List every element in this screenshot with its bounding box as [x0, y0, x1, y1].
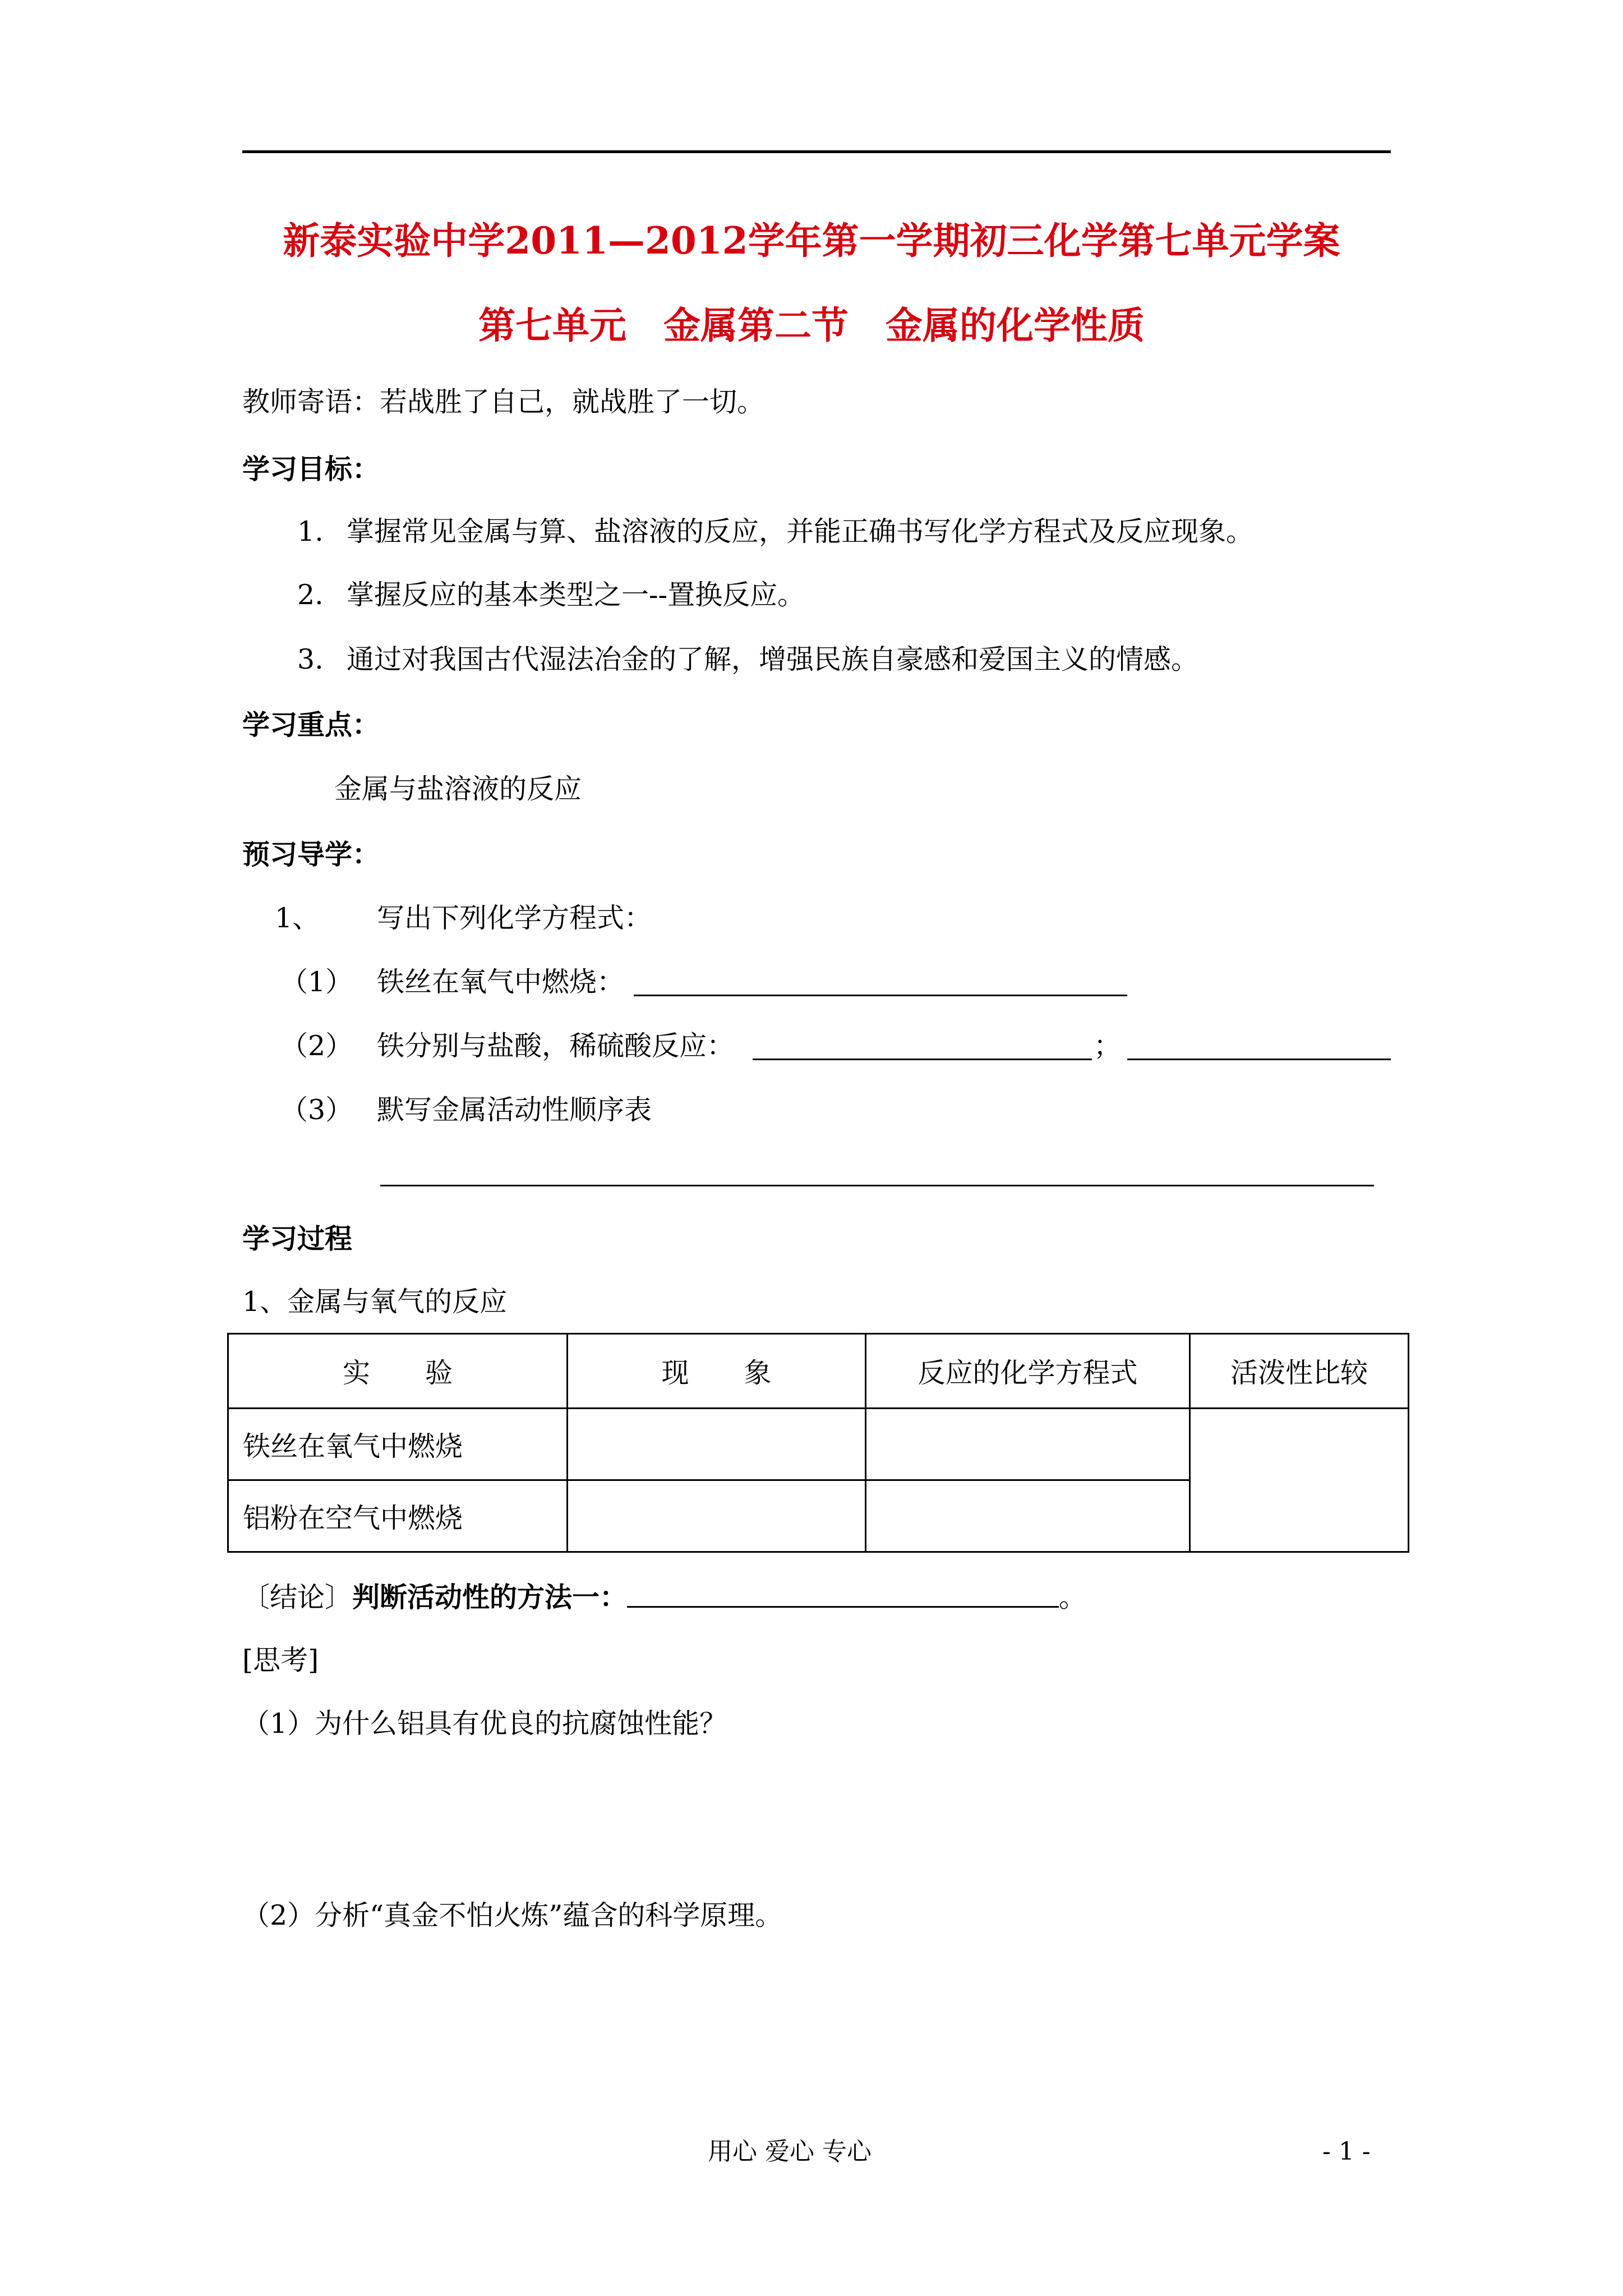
goal-text: 掌握常见金属与算、盐溶液的反应，并能正确书写化学方程式及反应现象。: [347, 516, 1254, 547]
teacher-message: 教师寄语：若战胜了自己，就战胜了一切。: [242, 386, 765, 418]
goal-number: 1.: [297, 516, 324, 547]
answer-blank[interactable]: [380, 1185, 1374, 1186]
sub-question-text: 铁丝在氧气中燃烧：: [377, 966, 625, 998]
table-header-cell: 反应的化学方程式: [866, 1334, 1190, 1409]
table-cell-blank[interactable]: [866, 1409, 1190, 1480]
section-heading: 1、金属与氧气的反应: [242, 1286, 508, 1318]
table-cell-blank[interactable]: [1190, 1409, 1409, 1552]
focus-heading: 学习重点：: [242, 708, 380, 741]
experiment-table: [227, 1333, 1409, 1553]
table-header-cell: 活泼性比较: [1190, 1334, 1409, 1409]
goal-text: 掌握反应的基本类型之一--置换反应。: [347, 579, 805, 611]
goal-number: 2.: [297, 579, 324, 611]
footer-motto: 用心 爱心 专心: [708, 2137, 872, 2166]
answer-blank[interactable]: [634, 995, 1127, 996]
preview-heading: 预习导学：: [242, 838, 380, 871]
sub-question-text: 默写金属活动性顺序表: [377, 1094, 652, 1126]
sub-question-number: （3）: [280, 1094, 353, 1126]
think-heading: [思考]: [242, 1644, 319, 1676]
sub-question-text: 铁分别与盐酸，稀硫酸反应：: [377, 1030, 735, 1062]
goal-number: 3.: [297, 643, 324, 675]
table-cell-blank[interactable]: [568, 1409, 866, 1480]
process-heading: 学习过程: [242, 1222, 353, 1255]
table-cell-blank[interactable]: [866, 1480, 1190, 1552]
table-row: [228, 1409, 1409, 1480]
goals-heading: 学习目标：: [242, 453, 380, 485]
preview-question-number: 1、: [275, 902, 320, 934]
answer-blank[interactable]: [1127, 1059, 1391, 1060]
table-header-cell: 实 验: [228, 1334, 568, 1409]
sub-question-number: （2）: [280, 1030, 353, 1062]
conclusion-prefix: 〔结论〕: [242, 1581, 353, 1613]
sub-question-number: （1）: [280, 966, 353, 998]
answer-separator: ；: [1094, 1030, 1122, 1062]
focus-text: 金属与盐溶液的反应: [334, 773, 582, 805]
table-cell-blank[interactable]: [568, 1480, 866, 1552]
page-number: - 1 -: [1322, 2137, 1371, 2166]
preview-question-text: 写出下列化学方程式：: [377, 902, 652, 934]
goal-text: 通过对我国古代湿法冶金的了解，增强民族自豪感和爱国主义的情感。: [347, 643, 1199, 675]
table-header-row: [228, 1334, 1409, 1409]
header-rule: [242, 150, 1391, 153]
table-header-cell: 现 象: [568, 1334, 866, 1409]
document-title: 新泰实验中学2011—2012学年第一学期初三化学第七单元学案: [283, 219, 1340, 263]
table-row-label: 铝粉在空气中燃烧: [228, 1480, 568, 1552]
think-question: （2）分析“真金不怕火炼”蕴含的科学原理。: [242, 1899, 783, 1931]
answer-blank[interactable]: [753, 1059, 1092, 1060]
think-question: （1）为什么铝具有优良的抗腐蚀性能？: [242, 1708, 727, 1740]
table-row-label: 铁丝在氧气中燃烧: [228, 1409, 568, 1480]
document-subtitle: 第七单元 金属第二节 金属的化学性质: [478, 303, 1145, 347]
conclusion-line: [242, 1580, 1086, 1614]
answer-blank[interactable]: [627, 1580, 1059, 1608]
conclusion-label: 判断活动性的方法一：: [352, 1581, 628, 1613]
conclusion-end: 。: [1059, 1581, 1087, 1613]
